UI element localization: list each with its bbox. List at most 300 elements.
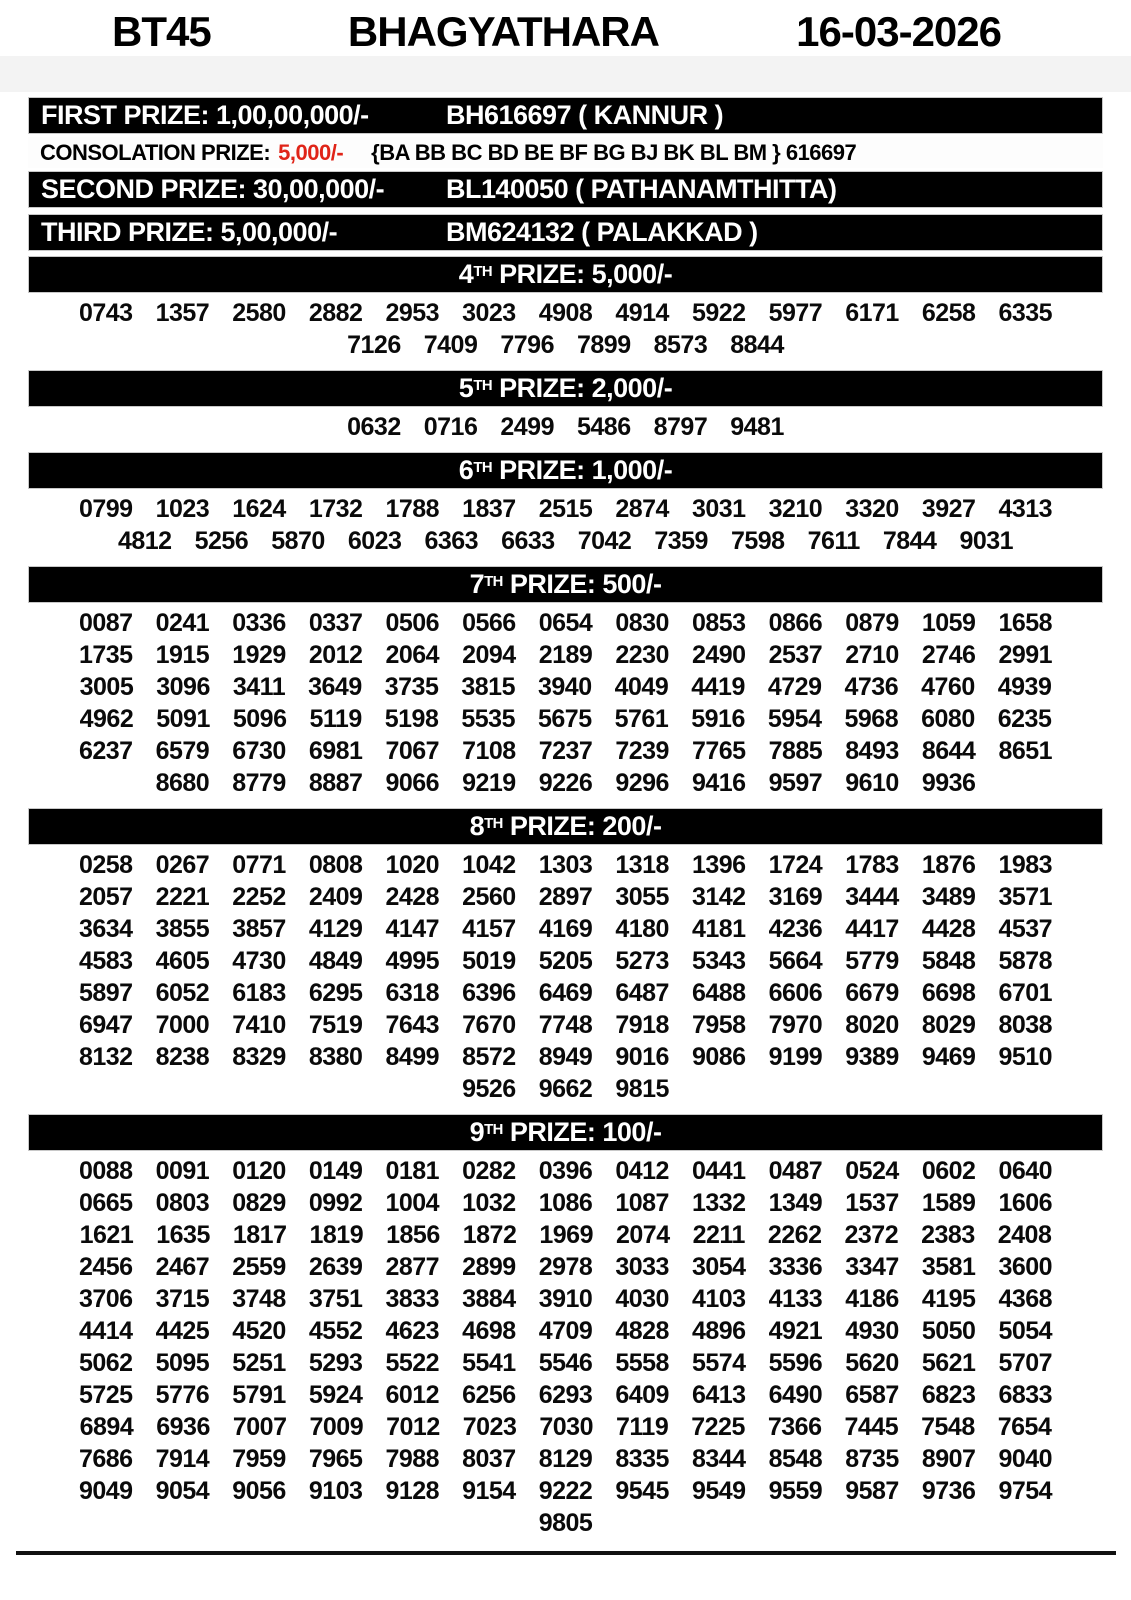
ticket-number: 4520 [232,1317,286,1345]
ticket-number: 0879 [845,609,899,637]
ticket-number: 4730 [232,947,286,975]
ticket-number: 0808 [308,851,363,879]
ticket-number: 4417 [845,915,899,943]
ticket-number: 7410 [232,1011,286,1039]
number-row [28,1187,1103,1219]
ticket-number: 6413 [691,1381,746,1409]
ticket-number: 5019 [462,947,516,975]
ticket-number: 9469 [921,1043,976,1071]
ticket-number: 7611 [807,527,860,555]
third-prize-bar [28,214,1103,251]
ticket-number: 9754 [998,1477,1053,1505]
second-prize-bar [28,171,1103,208]
ticket-number: 7409 [423,331,478,359]
section-title-text: PRIZE: 500/- [502,569,662,599]
ticket-number: 1318 [615,851,669,879]
number-row [28,767,1103,799]
number-row [28,735,1103,767]
ticket-number: 1817 [232,1221,287,1249]
ticket-number: 9219 [462,769,516,797]
number-row [28,1283,1103,1315]
ticket-number: 4709 [538,1317,593,1345]
ticket-number: 5870 [271,527,325,555]
ticket-number: 3444 [845,883,899,911]
ticket-number: 6823 [921,1381,976,1409]
ticket-number: 7914 [155,1445,210,1473]
ticket-number: 5675 [538,705,592,733]
ticket-number: 5848 [921,947,976,975]
ticket-number: 5096 [232,705,287,733]
ticket-number: 5776 [155,1381,210,1409]
ticket-number: 8335 [615,1445,669,1473]
ticket-number: 5119 [309,705,362,733]
ticket-number: 3715 [155,1285,210,1313]
number-row [28,881,1103,913]
ticket-number: 5486 [577,413,631,441]
section-ordinal: 8 [469,811,485,841]
ticket-number: 1621 [79,1221,134,1249]
ticket-number: 0992 [308,1189,363,1217]
ticket-number: 1624 [232,495,286,523]
ticket-number: 2991 [998,641,1053,669]
ticket-number: 2537 [768,641,823,669]
ticket-number: 1876 [921,851,976,879]
ticket-number: 2882 [308,299,363,327]
ticket-number: 8020 [845,1011,899,1039]
ticket-number: 1020 [385,851,440,879]
winning-numbers-grid [28,603,1103,803]
ticket-number: 2057 [78,883,133,911]
consolation-series: {BA BB BC BD BE BF BG BJ BK BL BM } 616697 [371,139,857,165]
section-ordinal: 5 [458,373,474,403]
ticket-number: 2580 [232,299,286,327]
ticket-number: 6606 [768,979,823,1007]
ticket-number: 5091 [156,705,210,733]
ticket-number: 5095 [155,1349,210,1377]
ticket-number: 6579 [155,737,210,765]
ticket-number: 4147 [385,915,440,943]
ticket-number: 6237 [78,737,133,765]
header-divider-band [0,56,1131,92]
ticket-number: 2428 [385,883,440,911]
ticket-number: 4962 [79,705,134,733]
ticket-number: 4828 [615,1317,669,1345]
section-ordinal: 9 [469,1117,485,1147]
ticket-number: 7126 [347,331,401,359]
ticket-number: 6012 [385,1381,440,1409]
ticket-number: 7899 [577,331,631,359]
ticket-number: 1589 [921,1189,976,1217]
ticket-number: 9066 [385,769,440,797]
ticket-number: 9549 [691,1477,746,1505]
ticket-number: 5558 [615,1349,669,1377]
winning-numbers-grid [28,293,1103,365]
ticket-number: 3833 [385,1285,440,1313]
ticket-number: 7988 [385,1445,440,1473]
ticket-number: 0181 [385,1157,440,1185]
ticket-number: 6894 [79,1413,134,1441]
ticket-number: 2064 [385,641,440,669]
ticket-number: 5343 [691,947,746,975]
number-row [28,945,1103,977]
ticket-number: 7000 [155,1011,210,1039]
result-header [0,0,1131,56]
ticket-number: 5878 [998,947,1053,975]
ticket-number: 5546 [538,1349,593,1377]
ticket-number: 5897 [78,979,133,1007]
ticket-number: 3927 [921,495,976,523]
ticket-number: 1635 [156,1221,210,1249]
number-row [28,1041,1103,1073]
second-prize-label: SECOND PRIZE: 30,00,000/- [41,174,385,204]
ticket-number: 6488 [691,979,746,1007]
ticket-number: 3054 [691,1253,746,1281]
number-row [28,1475,1103,1507]
ticket-number: 4552 [308,1317,363,1345]
ticket-number: 3320 [845,495,899,523]
ticket-number: 0267 [155,851,210,879]
ticket-number: 2189 [538,641,593,669]
ticket-number: 0336 [232,609,286,637]
ticket-number: 1929 [232,641,286,669]
ticket-number: 7548 [921,1413,975,1441]
ticket-number: 6698 [921,979,976,1007]
ticket-number: 0632 [347,413,401,441]
ticket-number: 5596 [768,1349,823,1377]
ticket-number: 9805 [538,1509,593,1537]
ticket-number: 7598 [730,527,785,555]
ticket-number: 6023 [347,527,402,555]
ticket-number: 3031 [691,495,746,523]
ticket-number: 1032 [462,1189,516,1217]
ticket-number: 8844 [730,331,784,359]
ticket-number: 7359 [654,527,708,555]
ticket-number: 2467 [155,1253,210,1281]
ticket-number: 9610 [845,769,899,797]
ticket-number: 7239 [615,737,669,765]
ticket-number: 0396 [538,1157,593,1185]
ticket-number: 8651 [998,737,1053,765]
first-prize-winner: BH616697 ( KANNUR ) [446,100,724,130]
ticket-number: 3600 [998,1253,1053,1281]
ticket-number: 9587 [845,1477,899,1505]
ticket-number: 6947 [78,1011,133,1039]
ticket-number: 5541 [462,1349,516,1377]
ticket-number: 5205 [538,947,593,975]
ticket-number: 8499 [385,1043,440,1071]
number-row [28,977,1103,1009]
ticket-number: 0640 [998,1157,1053,1185]
ticket-number: 6335 [998,299,1053,327]
ticket-number: 9815 [615,1075,669,1103]
ticket-number: 7670 [462,1011,516,1039]
ticket-number: 1303 [538,851,593,879]
ticket-number: 2746 [921,641,976,669]
ticket-number: 3815 [461,673,515,701]
ticket-number: 8573 [653,331,708,359]
ticket-number: 7748 [538,1011,593,1039]
ticket-number: 2899 [462,1253,516,1281]
ticket-number: 0830 [615,609,669,637]
ticket-number: 8132 [78,1043,133,1071]
results-body [0,97,1131,1543]
ticket-number: 5273 [615,947,669,975]
number-row [28,1315,1103,1347]
ticket-number: 8735 [845,1445,899,1473]
ticket-number: 6363 [424,527,479,555]
ticket-number: 4419 [691,673,745,701]
ticket-number: 2074 [616,1221,670,1249]
ticket-number: 2953 [385,299,440,327]
ticket-number: 7970 [768,1011,823,1039]
ticket-number: 6587 [845,1381,899,1409]
ticket-number: 9662 [538,1075,593,1103]
ticket-number: 1915 [155,641,210,669]
ticket-number: 9222 [538,1477,593,1505]
ticket-number: 8493 [845,737,899,765]
first-prize-bar [28,97,1103,134]
ticket-number: 0771 [232,851,286,879]
ticket-number: 3855 [155,915,210,943]
number-row [28,1219,1103,1251]
ticket-number: 4812 [117,527,172,555]
ticket-number: 6981 [308,737,363,765]
ticket-number: 4169 [538,915,593,943]
winning-numbers-grid [28,1151,1103,1543]
ticket-number: 0412 [615,1157,669,1185]
first-prize-label: FIRST PRIZE: 1,00,00,000/- [41,100,369,130]
ticket-number: 3055 [615,883,669,911]
ticket-number: 1732 [308,495,363,523]
ticket-number: 8887 [308,769,363,797]
section-title-text: PRIZE: 2,000/- [492,373,673,403]
ticket-number: 6293 [538,1381,593,1409]
prize-sections [28,256,1103,1543]
ticket-number: 4133 [768,1285,823,1313]
ticket-number: 5924 [308,1381,363,1409]
ticket-number: 5725 [78,1381,133,1409]
ticket-number: 9056 [232,1477,286,1505]
ticket-number: 2252 [232,883,286,911]
ticket-number: 5621 [921,1349,976,1377]
ticket-number: 4181 [691,915,746,943]
third-prize-winner: BM624132 ( PALAKKAD ) [446,217,758,247]
ticket-number: 4908 [538,299,593,327]
number-row [28,671,1103,703]
ticket-number: 2408 [997,1221,1052,1249]
number-row [28,1379,1103,1411]
ticket-number: 4939 [997,673,1052,701]
ticket-number: 7686 [78,1445,133,1473]
ticket-number: 2262 [767,1221,822,1249]
ticket-number: 5050 [921,1317,976,1345]
ticket-number: 8329 [232,1043,286,1071]
ticket-number: 9199 [768,1043,823,1071]
ticket-number: 3336 [768,1253,823,1281]
ticket-number: 7009 [309,1413,364,1441]
ticket-number: 0716 [423,413,478,441]
ticket-number: 1606 [998,1189,1053,1217]
ticket-number: 4428 [921,915,976,943]
number-row [28,1443,1103,1475]
ticket-number: 2560 [462,883,516,911]
third-prize-label: THIRD PRIZE: 5,00,000/- [41,217,338,247]
ticket-number: 4736 [844,673,899,701]
ticket-number: 2499 [500,413,554,441]
ticket-number: 9389 [845,1043,899,1071]
ticket-number: 7023 [462,1413,517,1441]
ticket-number: 9597 [768,769,823,797]
ticket-number: 0829 [232,1189,286,1217]
prize-section [28,1114,1103,1543]
ticket-number: 5968 [844,705,899,733]
ticket-number: 8949 [538,1043,593,1071]
ticket-number: 9128 [385,1477,440,1505]
ticket-number: 7965 [308,1445,363,1473]
section-ordinal: 4 [458,259,474,289]
ticket-number: 2559 [232,1253,286,1281]
number-row [28,1411,1103,1443]
ticket-number: 5707 [998,1349,1053,1377]
section-title-bar: 5 TH PRIZE: 2,000/- [28,370,1103,407]
ticket-number: 7958 [691,1011,746,1039]
number-row [28,411,1103,443]
ticket-number: 1819 [309,1221,364,1249]
ticket-number: 5664 [768,947,823,975]
prize-section [28,256,1103,365]
ticket-number: 7030 [539,1413,593,1441]
section-ordinal: 7 [469,569,485,599]
ticket-number: 7225 [691,1413,745,1441]
number-row [28,1009,1103,1041]
ticket-number: 4583 [78,947,133,975]
ticket-number: 0506 [385,609,440,637]
ticket-number: 1724 [768,851,823,879]
number-row [28,849,1103,881]
ticket-number: 4236 [768,915,823,943]
ticket-number: 7765 [691,737,746,765]
ticket-number: 6633 [501,527,555,555]
ticket-number: 5293 [308,1349,363,1377]
ticket-number: 0091 [155,1157,210,1185]
ticket-number: 7445 [844,1413,899,1441]
ticket-number: 6679 [845,979,899,1007]
ticket-number: 0866 [768,609,823,637]
ticket-number: 8037 [462,1445,516,1473]
ticket-number: 2897 [538,883,593,911]
ticket-number: 9049 [78,1477,133,1505]
ticket-number: 4180 [615,915,669,943]
ticket-number: 2221 [155,883,210,911]
ticket-number: 6487 [615,979,669,1007]
section-ordinal: 6 [458,455,474,485]
ticket-number: 4921 [768,1317,823,1345]
ticket-number: 7012 [386,1413,440,1441]
ticket-number: 7654 [997,1413,1052,1441]
ticket-number: 9054 [155,1477,210,1505]
number-row [28,703,1103,735]
ticket-number: 7067 [385,737,440,765]
ticket-number: 3033 [615,1253,669,1281]
ticket-number: 8038 [998,1011,1053,1039]
ticket-number: 2012 [308,641,363,669]
ticket-number: 5761 [614,705,669,733]
ticket-number: 1983 [998,851,1053,879]
ticket-number: 2094 [462,641,516,669]
consolation-amount: 5,000/- [278,139,344,165]
ticket-number: 0120 [232,1157,286,1185]
ticket-number: 3169 [768,883,823,911]
ticket-number: 4425 [155,1317,210,1345]
ticket-number: 9736 [921,1477,976,1505]
ticket-number: 1349 [768,1189,823,1217]
ticket-number: 8797 [653,413,708,441]
ticket-number: 8380 [308,1043,363,1071]
ticket-number: 5922 [691,299,746,327]
ticket-number: 3096 [156,673,210,701]
ticket-number: 1059 [921,609,976,637]
ticket-number: 8644 [921,737,976,765]
ticket-number: 0241 [155,609,210,637]
ticket-number: 9545 [615,1477,669,1505]
number-row [28,493,1103,525]
ticket-number: 1837 [462,495,516,523]
ticket-number: 5977 [768,299,823,327]
ticket-number: 9226 [538,769,593,797]
ticket-number: 5256 [194,527,249,555]
ticket-number: 6080 [921,705,975,733]
ticket-number: 8344 [691,1445,746,1473]
ticket-number: 3748 [232,1285,286,1313]
ticket-number: 0258 [78,851,133,879]
ticket-number: 6256 [462,1381,516,1409]
ticket-number: 5954 [767,705,822,733]
ticket-number: 5535 [461,705,515,733]
ticket-number: 6183 [232,979,286,1007]
ticket-number: 3489 [921,883,976,911]
ticket-number: 6235 [997,705,1052,733]
ticket-number: 0803 [155,1189,210,1217]
ticket-number: 3005 [79,673,134,701]
ticket-number: 0743 [78,299,133,327]
number-row [28,913,1103,945]
ticket-number: 5779 [845,947,899,975]
section-title-bar: 9 TH PRIZE: 100/- [28,1114,1103,1151]
section-title-bar: 7 TH PRIZE: 500/- [28,566,1103,603]
ticket-number: 1086 [538,1189,593,1217]
ticket-number: 0087 [78,609,133,637]
ticket-number: 6171 [845,299,899,327]
ticket-number: 5062 [78,1349,133,1377]
number-row [28,639,1103,671]
ticket-number: 4914 [615,299,669,327]
prize-section [28,566,1103,803]
ticket-number: 4129 [308,915,363,943]
ticket-number: 4049 [614,673,669,701]
ticket-number: 7643 [385,1011,440,1039]
ticket-number: 5620 [845,1349,899,1377]
ticket-number: 1856 [386,1221,440,1249]
ticket-number: 7959 [232,1445,286,1473]
ticket-number: 8779 [232,769,286,797]
ticket-number: 4995 [385,947,440,975]
ticket-number: 1969 [539,1221,593,1249]
ticket-number: 0602 [921,1157,976,1185]
ticket-number: 1735 [78,641,133,669]
number-row [28,1155,1103,1187]
ticket-number: 6701 [998,979,1053,1007]
ticket-number: 4896 [691,1317,746,1345]
